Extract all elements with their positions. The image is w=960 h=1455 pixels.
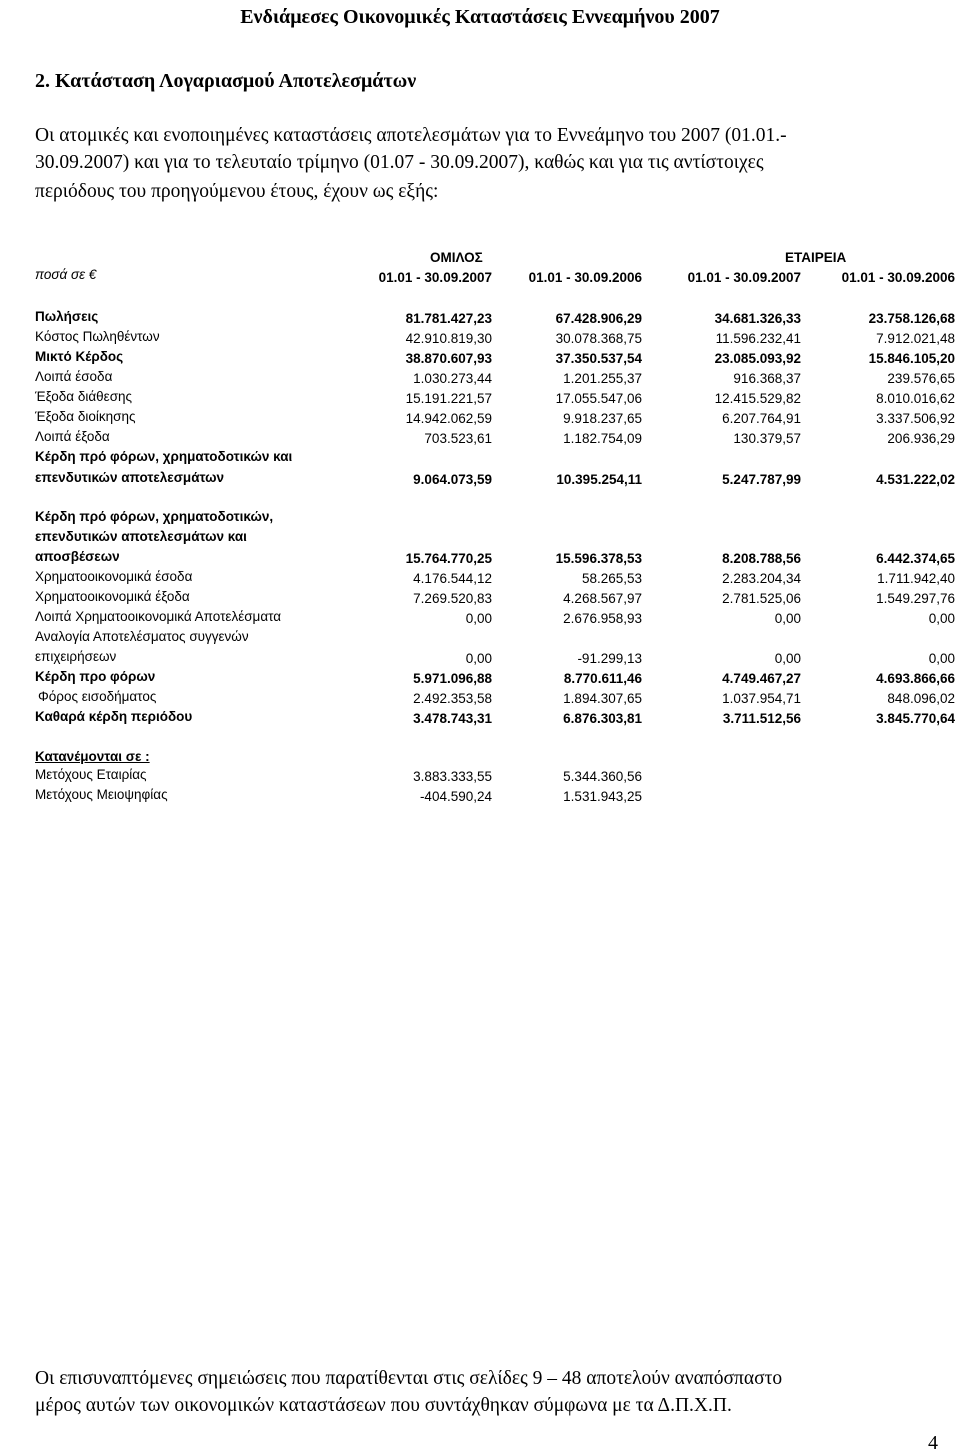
row-label: Έξοδα διοίκησης: [35, 409, 136, 424]
cell: 2.492.353,58: [413, 691, 492, 706]
cell: 1.549.297,76: [876, 591, 955, 606]
row-label: Χρηματοοικονομικά έξοδα: [35, 589, 190, 604]
cell: 703.523,61: [424, 431, 492, 446]
cell: 6.442.374,65: [876, 551, 955, 566]
cell: 67.428.906,29: [555, 311, 642, 326]
cell: 3.883.333,55: [413, 769, 492, 784]
row-label: Κέρδη προ φόρων: [35, 669, 156, 684]
period-header: 01.01 - 30.09.2006: [528, 270, 642, 285]
cell: 1.201.255,37: [563, 371, 642, 386]
cell: 17.055.547,06: [555, 391, 642, 406]
cell: 3.845.770,64: [876, 711, 955, 726]
period-header: 01.01 - 30.09.2006: [841, 270, 955, 285]
row-label: Έξοδα διάθεσης: [35, 389, 133, 404]
row-label: Πωλήσεις: [35, 309, 99, 324]
cell: 9.064.073,59: [413, 472, 492, 487]
cell: 1.531.943,25: [563, 789, 642, 804]
group-header-group: ΟΜΙΛΟΣ: [430, 250, 483, 265]
cell: 8.770.611,46: [563, 671, 642, 686]
row-label: Αναλογία Αποτελέσματος συγγενών: [35, 629, 249, 644]
allocation-label: Μετόχους Μειοψηφίας: [35, 787, 168, 802]
allocation-label: Μετόχους Εταιρίας: [35, 767, 147, 782]
cell: -91.299,13: [577, 651, 642, 666]
row-label: Φόρος εισοδήματος: [38, 689, 157, 704]
cell: 5.247.787,99: [722, 472, 801, 487]
cell: 58.265,53: [581, 571, 642, 586]
cell: 206.936,29: [887, 431, 955, 446]
cell: 0,00: [465, 611, 492, 626]
row-label: Κέρδη πρό φόρων, χρηματοδοτικών και: [35, 449, 293, 464]
group-header-company: ΕΤΑΙΡΕΙΑ: [785, 250, 847, 265]
cell: 10.395.254,11: [556, 472, 642, 487]
cell: 3.478.743,31: [413, 711, 492, 726]
cell: 239.576,65: [887, 371, 955, 386]
row-label: Καθαρά κέρδη περιόδου: [35, 709, 193, 724]
cell: 1.182.754,09: [563, 431, 642, 446]
cell: 1.894.307,65: [563, 691, 642, 706]
cell: 0,00: [774, 651, 801, 666]
cell: 4.176.544,12: [413, 571, 492, 586]
cell: 37.350.537,54: [555, 351, 642, 366]
cell: 12.415.529,82: [714, 391, 801, 406]
cell: 6.876.303,81: [563, 711, 642, 726]
cell: 0,00: [928, 651, 955, 666]
cell: 14.942.062,59: [405, 411, 492, 426]
cell: 8.010.016,62: [876, 391, 955, 406]
intro-line-2: 30.09.2007) και για το τελευταίο τρίμηνο (01.07 - 30.09.2007), καθώς και για τις αντίστοιχες: [35, 152, 764, 173]
footer-note-line-2: μέρος αυτών των οικονομικών καταστάσεων που συντάχθηκαν σύμφωνα με τα Δ.Π.Χ.Π.: [35, 1395, 732, 1416]
cell: 130.379,57: [733, 431, 801, 446]
row-label: Λοιπά έσοδα: [35, 369, 113, 384]
currency-label: ποσά σε €: [35, 267, 97, 282]
cell: 1.711.942,40: [877, 571, 955, 586]
cell: 916.368,37: [733, 371, 801, 386]
cell: 0,00: [465, 651, 492, 666]
cell: 2.676.958,93: [563, 611, 642, 626]
cell: 848.096,02: [887, 691, 955, 706]
period-header: 01.01 - 30.09.2007: [687, 270, 801, 285]
cell: 3.711.512,56: [722, 711, 801, 726]
cell: 4.693.866,66: [876, 671, 955, 686]
cell: 15.764.770,25: [405, 551, 492, 566]
row-label: επενδυτικών αποτελεσμάτων: [35, 470, 225, 485]
period-header: 01.01 - 30.09.2007: [378, 270, 492, 285]
cell: 1.030.273,44: [413, 371, 492, 386]
cell: -404.590,24: [419, 789, 492, 804]
row-label: Κόστος Πωληθέντων: [35, 329, 160, 344]
row-label: Λοιπά Χρηματοοικονομικά Αποτελέσματα: [35, 609, 282, 624]
cell: 11.596.232,41: [715, 331, 801, 346]
cell: 0,00: [928, 611, 955, 626]
cell: 4.268.567,97: [563, 591, 642, 606]
cell: 34.681.326,33: [714, 311, 801, 326]
row-label: επιχειρήσεων: [35, 649, 117, 664]
allocation-title: Κατανέμονται σε :: [35, 749, 150, 764]
cell: 6.207.764,91: [722, 411, 801, 426]
cell: 15.846.105,20: [868, 351, 955, 366]
cell: 9.918.237,65: [563, 411, 642, 426]
row-label: αποσβέσεων: [35, 549, 120, 564]
row-label: Λοιπά έξοδα: [35, 429, 110, 444]
cell: 5.971.096,88: [413, 671, 492, 686]
cell: 2.283.204,34: [722, 571, 801, 586]
intro-line-3: περιόδους του προηγούμενου έτους, έχουν ως εξής:: [35, 181, 439, 202]
cell: 1.037.954,71: [722, 691, 801, 706]
cell: 23.085.093,92: [714, 351, 801, 366]
section-title: 2. Κατάσταση Λογαριασμού Αποτελεσμάτων: [35, 70, 417, 92]
cell: 30.078.368,75: [555, 331, 642, 346]
cell: 38.870.607,93: [405, 351, 492, 366]
cell: 23.758.126,68: [868, 311, 955, 326]
cell: 15.596.378,53: [555, 551, 642, 566]
row-label: επενδυτικών αποτελεσμάτων και: [35, 529, 247, 544]
row-label: Χρηματοοικονομικά έσοδα: [35, 569, 193, 584]
cell: 15.191.221,57: [405, 391, 492, 406]
page-number: 4: [928, 1432, 938, 1454]
intro-line-1: Οι ατομικές και ενοποιημένες καταστάσεις αποτελεσμάτων για το Εννεάμηνο του 2007 (01.01.-: [35, 125, 787, 146]
cell: 0,00: [774, 611, 801, 626]
cell: 3.337.506,92: [876, 411, 955, 426]
cell: 5.344.360,56: [563, 769, 642, 784]
cell: 7.269.520,83: [413, 591, 492, 606]
cell: 7.912.021,48: [876, 331, 955, 346]
page-header: Ενδιάμεσες Οικονομικές Καταστάσεις Εννεαμήνου 2007: [240, 6, 720, 28]
cell: 4.749.467,27: [722, 671, 801, 686]
cell: 4.531.222,02: [876, 472, 955, 487]
cell: 81.781.427,23: [405, 311, 492, 326]
footer-note-line-1: Οι επισυναπτόμενες σημειώσεις που παρατίθενται στις σελίδες 9 – 48 αποτελούν αναπόσπαστο: [35, 1368, 783, 1389]
cell: 42.910.819,30: [405, 331, 492, 346]
cell: 8.208.788,56: [722, 551, 801, 566]
row-label: Μικτό Κέρδος: [35, 349, 124, 364]
row-label: Κέρδη πρό φόρων, χρηματοδοτικών,: [35, 509, 274, 524]
cell: 2.781.525,06: [722, 591, 801, 606]
